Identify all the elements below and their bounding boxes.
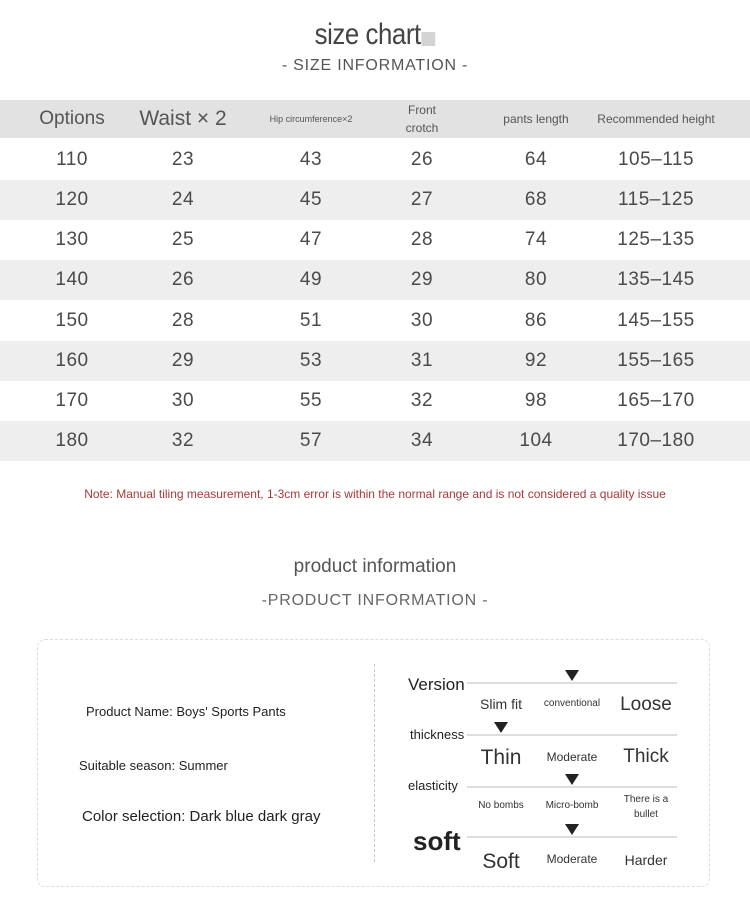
cell-front-crotch: 32 [410, 390, 434, 411]
cell-recommended-height: 155–165 [617, 350, 695, 371]
cell-front-crotch: 31 [410, 350, 434, 371]
cell-options: 170 [55, 390, 89, 411]
cell-recommended-height: 165–170 [617, 390, 695, 411]
option-elasticity-2: There is a bullet [623, 794, 669, 820]
size-chart-subtitle: - SIZE INFORMATION - [281, 57, 469, 74]
measurement-note: Note: Manual tiling measurement, 1-3cm error is within the normal range and is not considered a quality issue [84, 487, 666, 501]
option-thickness-2: Thick [623, 746, 669, 767]
option-thickness-0: Thin [480, 746, 522, 769]
option-version-0: Slim fit [480, 696, 522, 712]
cell-front-crotch: 27 [410, 189, 434, 210]
cell-hip: 51 [299, 310, 323, 331]
cell-recommended-height: 135–145 [617, 269, 695, 290]
attr-label-thickness: thickness [410, 727, 465, 742]
product-info-divider [374, 664, 375, 862]
cell-waist: 25 [171, 229, 195, 250]
cell-waist: 26 [171, 269, 195, 290]
cell-hip: 57 [299, 430, 323, 451]
header-options: Options [39, 108, 105, 129]
cell-pants-length: 92 [524, 350, 548, 371]
cell-front-crotch: 28 [410, 229, 434, 250]
cell-waist: 23 [171, 149, 195, 170]
cell-waist: 28 [171, 310, 195, 331]
cell-options: 160 [55, 350, 89, 371]
cell-hip: 49 [299, 269, 323, 290]
header-pants-length: pants length [503, 112, 569, 126]
header-recommended-height: Recommended height [597, 112, 715, 126]
table-row [0, 180, 750, 220]
scale-line-thickness [467, 734, 677, 736]
header-hip: Hip circumference×2 [269, 114, 353, 124]
cell-pants-length: 74 [524, 229, 548, 250]
option-elasticity-1: Micro-bomb [545, 800, 599, 811]
size-chart-title [53, 18, 698, 52]
table-row [0, 260, 750, 300]
table-row [0, 421, 750, 461]
cell-options: 110 [56, 149, 88, 170]
table-row [0, 381, 750, 421]
table-row [0, 341, 750, 381]
option-soft-2: Harder [624, 852, 668, 868]
cell-options: 120 [55, 189, 89, 210]
table-row [0, 301, 750, 341]
header-front-crotch: Front crotch [405, 103, 439, 135]
product-name: Product Name: Boys' Sports Pants [86, 704, 286, 719]
cell-options: 140 [55, 269, 89, 290]
cell-recommended-height: 105–115 [617, 149, 695, 170]
scale-line-version [467, 682, 677, 684]
color-selection: Color selection: Dark blue dark gray [82, 808, 321, 825]
product-info-title: product information [293, 556, 457, 577]
attr-label-elasticity: elasticity [408, 778, 458, 793]
option-elasticity-0: No bombs [478, 800, 524, 811]
cell-waist: 24 [171, 189, 195, 210]
table-row [0, 220, 750, 260]
header-waist: Waist × 2 [139, 107, 227, 130]
cell-hip: 43 [299, 149, 323, 170]
cell-options: 150 [55, 310, 89, 331]
cell-pants-length: 64 [524, 149, 548, 170]
table-row [0, 140, 750, 180]
attr-label-soft: soft [413, 826, 461, 856]
scale-line-soft [467, 836, 677, 838]
option-thickness-1: Moderate [546, 750, 598, 764]
cell-waist: 30 [171, 390, 195, 411]
cell-options: 180 [55, 430, 89, 451]
cell-hip: 55 [299, 390, 323, 411]
size-chart-title-text: size chart [314, 18, 421, 51]
cell-front-crotch: 26 [410, 149, 434, 170]
cell-front-crotch: 34 [410, 430, 434, 451]
cell-hip: 53 [299, 350, 323, 371]
cell-recommended-height: 115–125 [617, 189, 695, 210]
cell-pants-length: 86 [524, 310, 548, 331]
cell-options: 130 [55, 229, 89, 250]
cell-waist: 29 [171, 350, 195, 371]
selected-marker-version [565, 670, 579, 681]
scale-line-elasticity [467, 786, 677, 788]
cell-recommended-height: 170–180 [617, 430, 695, 451]
selected-marker-elasticity [565, 774, 579, 785]
option-soft-0: Soft [482, 850, 520, 873]
cell-hip: 47 [299, 229, 323, 250]
suitable-season: Suitable season: Summer [79, 758, 228, 773]
option-version-2: Loose [620, 694, 672, 715]
option-version-1: conventional [543, 698, 601, 709]
title-square-mark [422, 32, 436, 46]
option-soft-1: Moderate [546, 852, 598, 866]
cell-pants-length: 80 [524, 269, 548, 290]
cell-pants-length: 98 [524, 390, 548, 411]
cell-front-crotch: 30 [410, 310, 434, 331]
cell-recommended-height: 145–155 [617, 310, 695, 331]
cell-front-crotch: 29 [410, 269, 434, 290]
attr-label-version: Version [408, 675, 465, 694]
cell-pants-length: 104 [519, 430, 553, 451]
selected-marker-thickness [494, 722, 508, 733]
cell-recommended-height: 125–135 [617, 229, 695, 250]
cell-pants-length: 68 [524, 189, 548, 210]
selected-marker-soft [565, 824, 579, 835]
cell-waist: 32 [171, 430, 195, 451]
size-table-header [0, 100, 750, 138]
product-info-subtitle: -PRODUCT INFORMATION - [261, 592, 489, 609]
cell-hip: 45 [299, 189, 323, 210]
